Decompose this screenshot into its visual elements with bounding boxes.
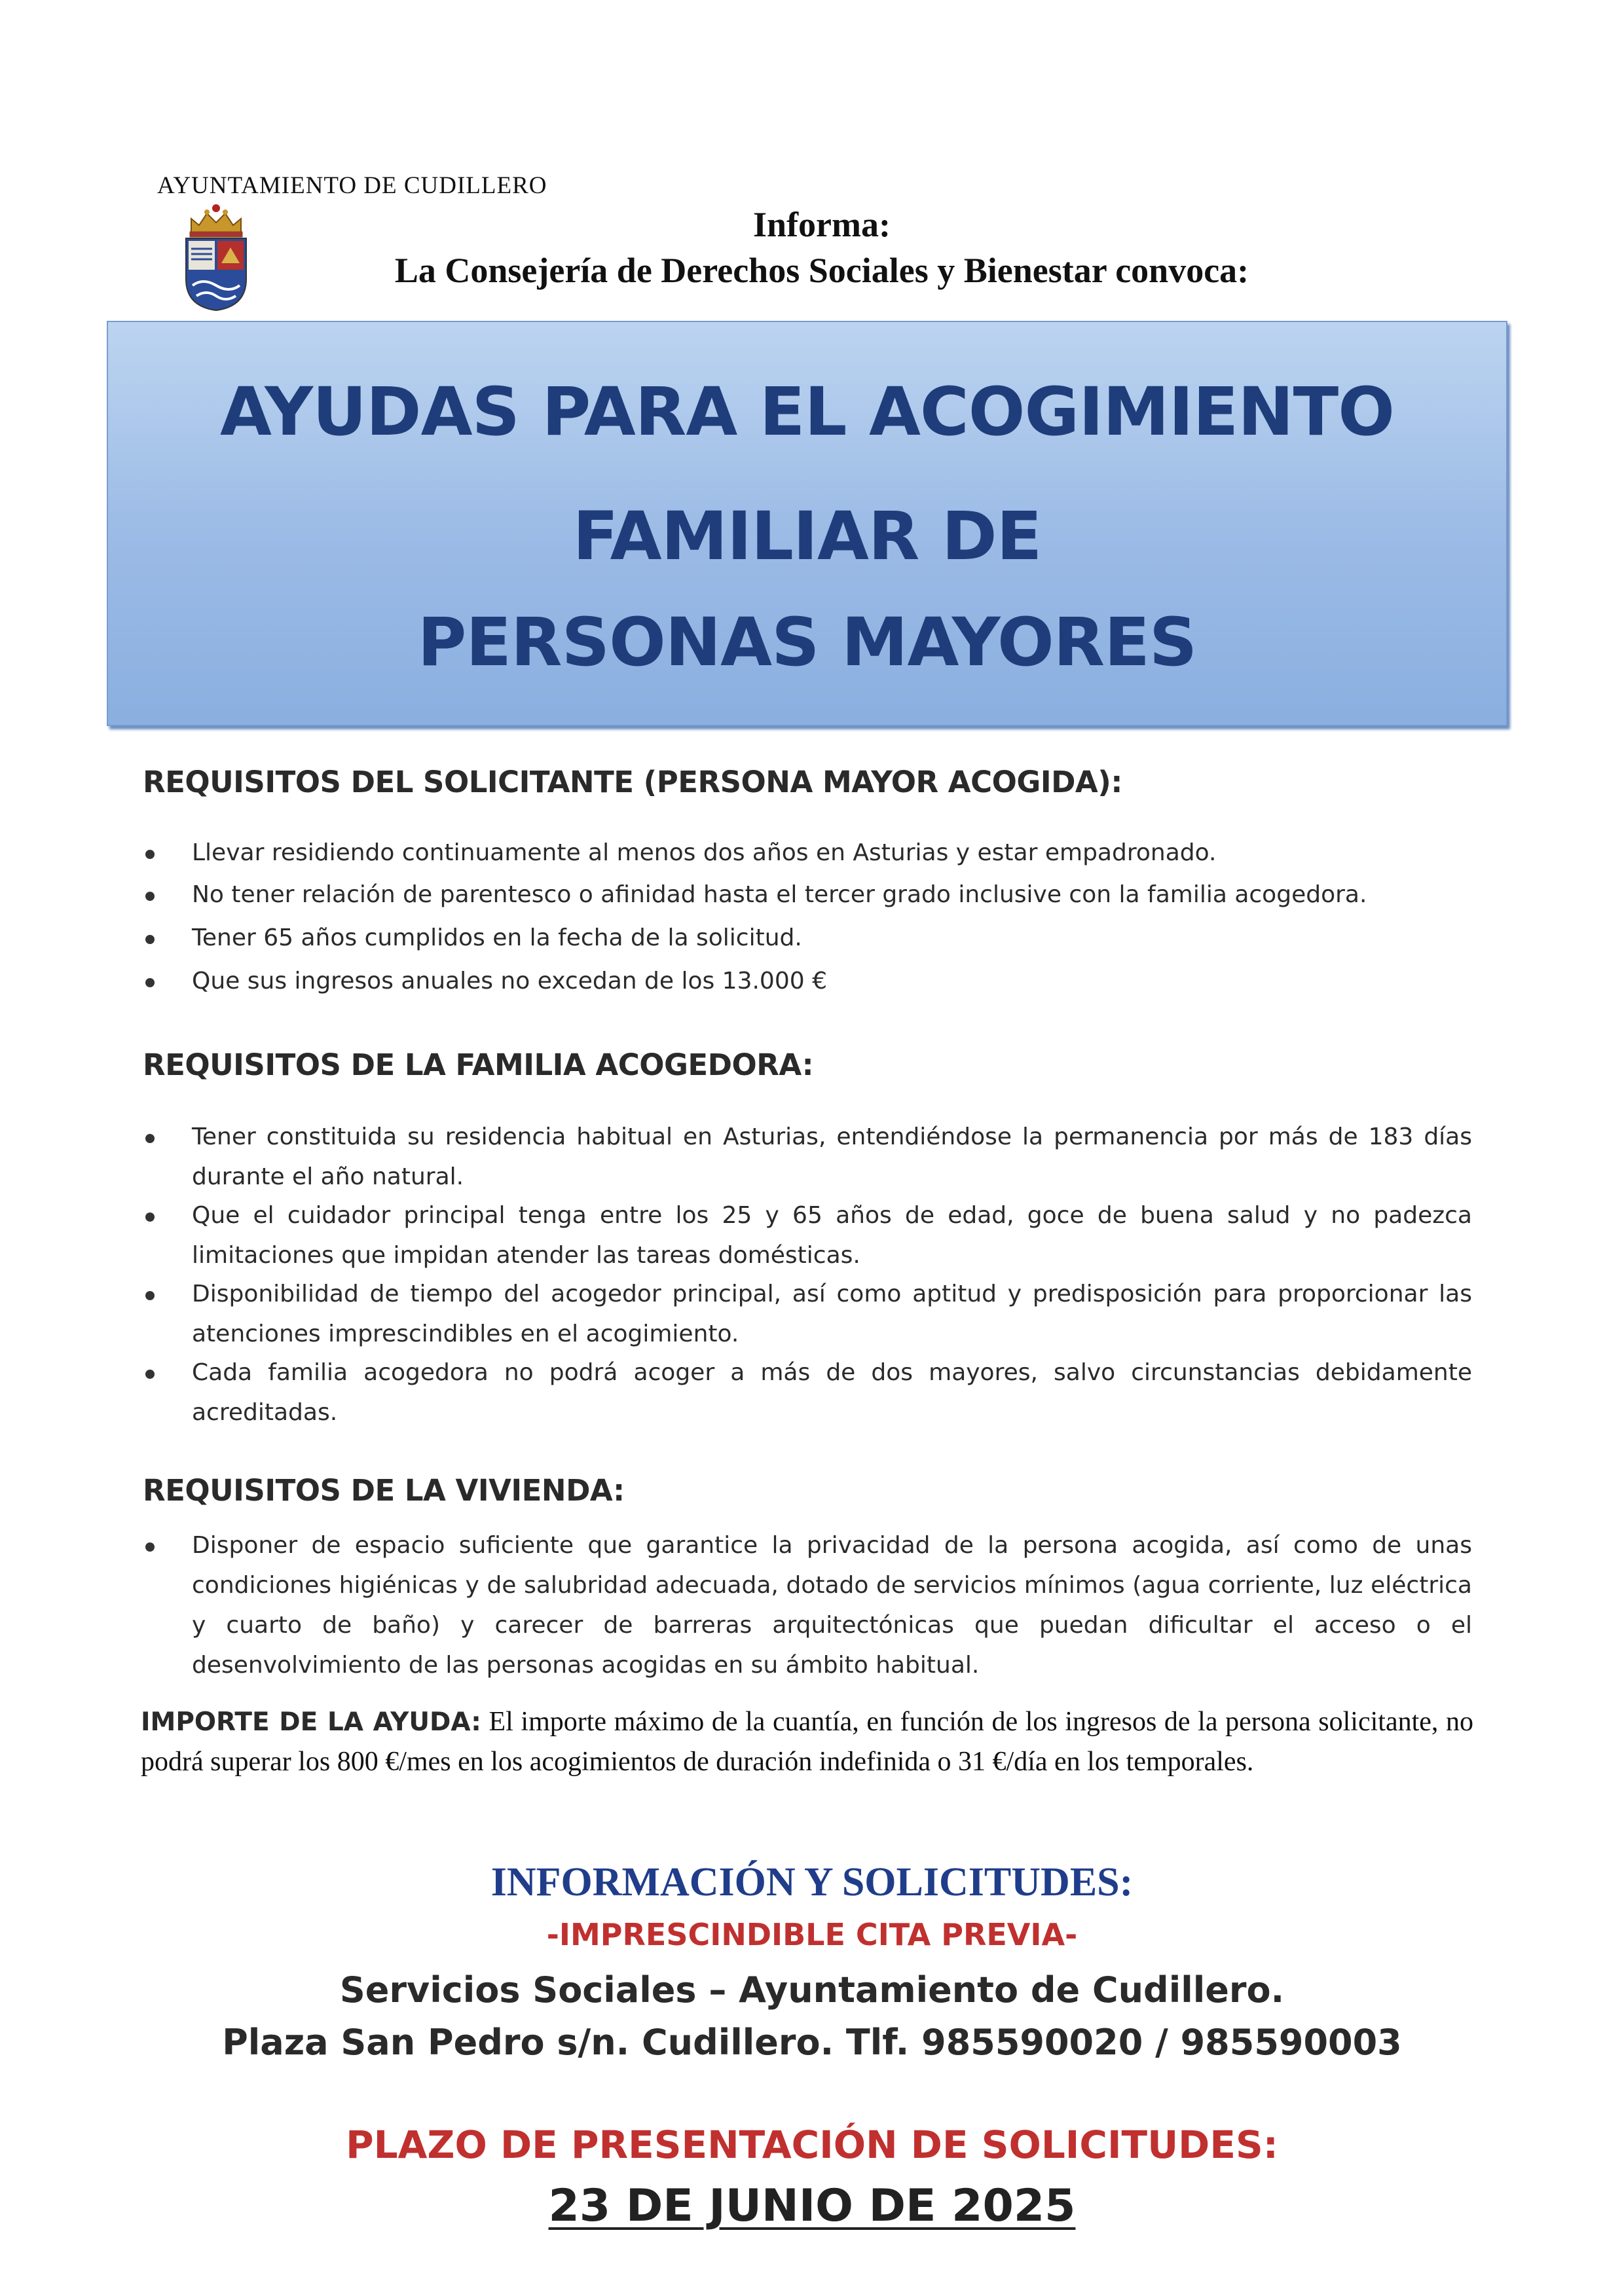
- bullet-icon: [145, 935, 155, 944]
- banner-line-2: FAMILIAR DE: [572, 498, 1042, 575]
- banner-line-3: PERSONAS MAYORES: [417, 604, 1197, 682]
- cita-previa: -IMPRESCINDIBLE CITA PREVIA-: [546, 1917, 1078, 1952]
- list-item: Cada familia acogedora no podrá acoger a más de dos mayores, salvo circunstancias debidamente acreditadas.: [192, 1359, 1472, 1426]
- list-item: Tener 65 años cumplidos en la fecha de la solicitud.: [192, 924, 802, 951]
- bullet-icon: [145, 892, 155, 901]
- bullet-icon: [145, 1134, 155, 1143]
- bullet-icon: [145, 1212, 155, 1222]
- title-banner: [107, 321, 1507, 726]
- banner-line-1: AYUDAS PARA EL ACOGIMIENTO: [220, 373, 1394, 451]
- list-item: No tener relación de parentesco o afinidad hasta el tercer grado inclusive con la familia acogedora.: [192, 881, 1367, 908]
- informa-heading: Informa:: [753, 205, 891, 244]
- bullet-icon: [145, 1291, 155, 1300]
- list-item: Que sus ingresos anuales no excedan de los 13.000 €: [192, 968, 827, 994]
- importe-label: IMPORTE DE LA AYUDA:: [141, 1707, 481, 1737]
- bullet-icon: [145, 1542, 155, 1552]
- section-title-familia: REQUISITOS DE LA FAMILIA ACOGEDORA:: [143, 1048, 814, 1082]
- section-title-vivienda: REQUISITOS DE LA VIVIENDA:: [143, 1473, 625, 1508]
- bullet-icon: [145, 850, 155, 859]
- deadline-date: 23 DE JUNIO DE 2025: [548, 2180, 1076, 2232]
- list-item: Llevar residiendo continuamente al menos dos años en Asturias y estar empadronado.: [192, 839, 1217, 866]
- bullet-icon: [145, 978, 155, 987]
- council-name: AYUNTAMIENTO DE CUDILLERO: [157, 172, 547, 199]
- address-phone: Plaza San Pedro s/n. Cudillero. Tlf. 985590020 / 985590003: [222, 2022, 1402, 2063]
- importe-paragraph: [141, 1702, 1473, 1782]
- servicios-sociales: Servicios Sociales – Ayuntamiento de Cudillero.: [339, 1969, 1285, 2011]
- info-title: INFORMACIÓN Y SOLICITUDES:: [490, 1860, 1134, 1904]
- list-item: Que el cuidador principal tenga entre los 25 y 65 años de edad, goce de buena salud y no padezca limitaciones que impidan atender las tareas domésticas.: [192, 1202, 1472, 1269]
- convoca-heading: La Consejería de Derechos Sociales y Bienestar convoca:: [394, 251, 1249, 290]
- bullet-icon: [145, 1370, 155, 1379]
- list-item: Tener constituida su residencia habitual en Asturias, entendiéndose la permanencia por más de 183 días durante el año natural.: [192, 1123, 1472, 1190]
- deadline-label: PLAZO DE PRESENTACIÓN DE SOLICITUDES:: [346, 2123, 1278, 2167]
- list-item: Disponibilidad de tiempo del acogedor principal, así como aptitud y predisposición para proporcionar las atenciones imprescindibles en el acogimiento.: [192, 1281, 1472, 1347]
- deadline-date-wrap: [0, 2180, 1624, 2232]
- importe-text: El importe máximo de la cuantía, en función de los ingresos de la persona solicitante, no podrá superar los 800 €/mes en los acogimientos de duración indefinida o 31 €/día en los temporales.: [141, 1707, 1473, 1777]
- section-title-solicitante: REQUISITOS DEL SOLICITANTE (PERSONA MAYOR ACOGIDA):: [143, 765, 1122, 799]
- list-item: Disponer de espacio suficiente que garantice la privacidad de la persona acogida, así como de unas condiciones higiénicas y de salubridad adecuada, dotado de servicios mínimos (agua corriente, luz eléctrica y cuarto de baño) y carecer de barreras arquitectónicas que puedan dificultar el acceso o el desenvolvimiento de las personas acogidas en su ámbito habitual.: [192, 1532, 1472, 1679]
